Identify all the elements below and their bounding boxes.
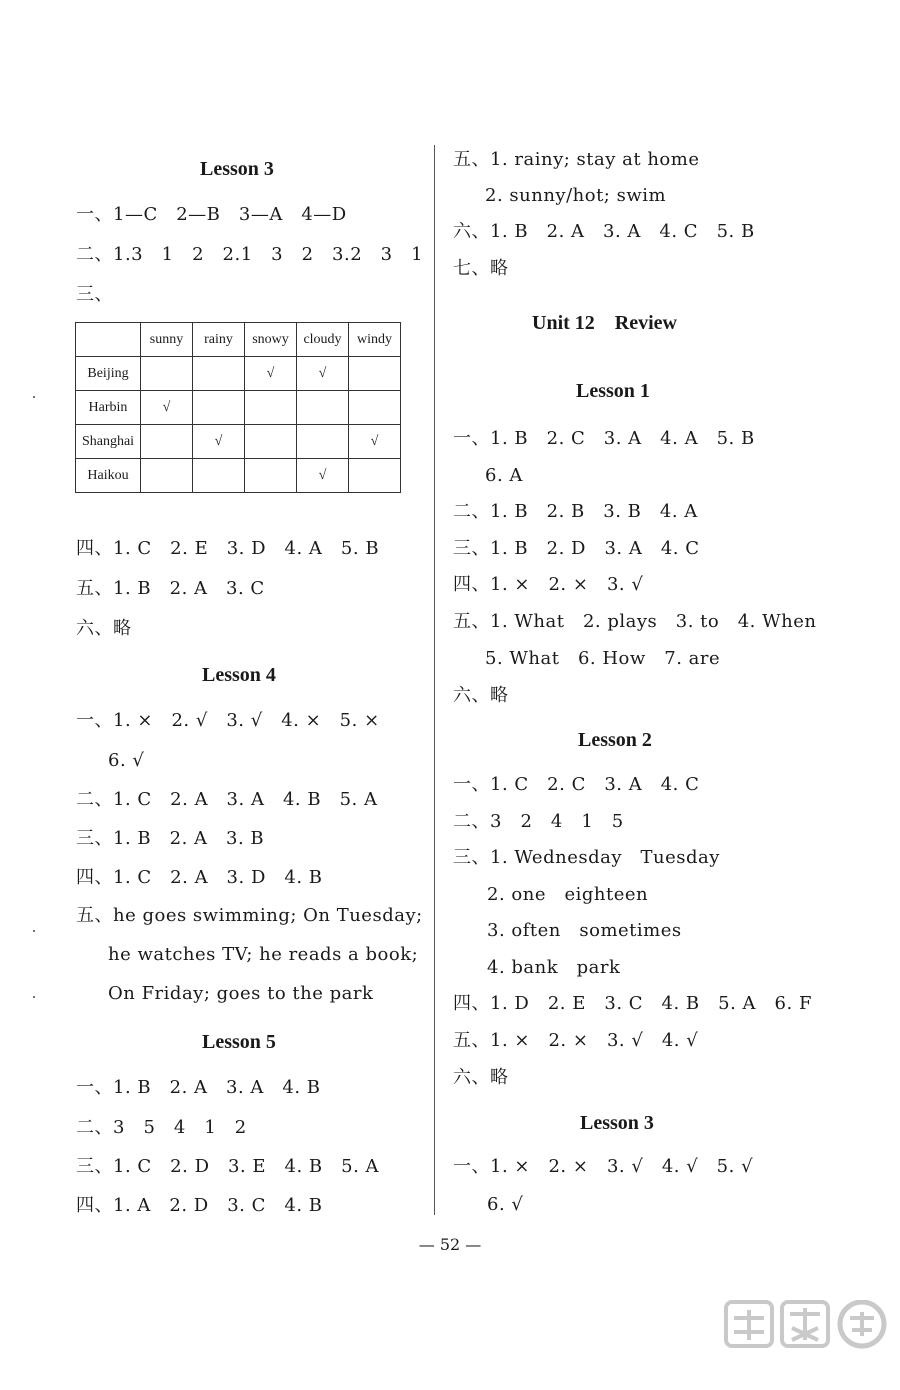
answer-line: 6. √ (487, 1194, 524, 1215)
answer-line: 三、1. Wednesday Tuesday (453, 847, 720, 868)
mark-cell: √ (297, 357, 349, 391)
table-row (76, 391, 401, 425)
table-row (76, 357, 401, 391)
answer-line: 六、略 (76, 618, 132, 639)
mark-cell: √ (245, 357, 297, 391)
answer-line: 三、1. B 2. A 3. B (76, 828, 265, 849)
lesson-1-title: Lesson 1 (576, 380, 650, 402)
mark-cell (245, 391, 297, 425)
mark-cell: √ (141, 391, 193, 425)
lesson-3-title: Lesson 3 (200, 158, 274, 180)
answer-line: On Friday; goes to the park (108, 983, 374, 1004)
city-cell: Harbin (76, 391, 141, 425)
mark-cell (349, 391, 401, 425)
answer-line: 二、1. B 2. B 3. B 4. A (453, 501, 698, 522)
table-header: windy (349, 323, 401, 357)
answer-line: 一、1. × 2. × 3. √ 4. √ 5. √ (453, 1156, 754, 1177)
answer-line: 四、1. × 2. × 3. √ (453, 574, 644, 595)
mark-cell (245, 459, 297, 493)
answer-line: 2. sunny/hot; swim (485, 185, 667, 206)
answer-line: 五、1. B 2. A 3. C (76, 578, 265, 599)
answer-line: 4. bank park (487, 957, 621, 978)
answer-line: 2. one eighteen (487, 884, 649, 905)
answer-line: 一、1. × 2. √ 3. √ 4. × 5. × (76, 710, 380, 731)
table-corner-cell (76, 323, 141, 357)
answer-line: 四、1. D 2. E 3. C 4. B 5. A 6. F (453, 993, 812, 1014)
mark-cell (297, 425, 349, 459)
answer-line: 三、1. C 2. D 3. E 4. B 5. A (76, 1156, 380, 1177)
lesson-4-title: Lesson 4 (202, 664, 276, 686)
answer-line: 6. A (485, 465, 523, 486)
answer-line: 一、1. C 2. C 3. A 4. C (453, 774, 700, 795)
answer-line: he watches TV; he reads a book; (108, 944, 419, 965)
unit-12-title: Unit 12 Review (532, 312, 677, 334)
table-header: snowy (245, 323, 297, 357)
answer-line: 二、1. C 2. A 3. A 4. B 5. A (76, 789, 378, 810)
table-row (76, 459, 401, 493)
answer-line: 五、1. rainy; stay at home (453, 149, 700, 170)
city-cell: Beijing (76, 357, 141, 391)
answer-line: 二、3 5 4 1 2 (76, 1117, 247, 1138)
mark-cell: √ (193, 425, 245, 459)
answer-line: 六、略 (453, 1067, 509, 1088)
answer-line: 五、1. What 2. plays 3. to 4. When (453, 611, 817, 632)
weather-table (75, 322, 401, 493)
mark-cell (245, 425, 297, 459)
answer-line: 一、1—C 2—B 3—A 4—D (76, 204, 347, 225)
answer-line: 三、 (76, 284, 113, 305)
answer-line: 四、1. A 2. D 3. C 4. B (76, 1195, 323, 1216)
answer-line: 五、1. × 2. × 3. √ 4. √ (453, 1030, 699, 1051)
mark-cell (141, 459, 193, 493)
city-cell: Haikou (76, 459, 141, 493)
scan-mark (33, 996, 35, 998)
answer-line: 六、1. B 2. A 3. A 4. C 5. B (453, 221, 755, 242)
mark-cell (193, 391, 245, 425)
mark-cell (193, 459, 245, 493)
mark-cell (297, 391, 349, 425)
page-number: — 52 — (418, 1235, 482, 1254)
lesson-3-title-review: Lesson 3 (580, 1112, 654, 1134)
table-header: cloudy (297, 323, 349, 357)
table-header: sunny (141, 323, 193, 357)
answer-line: 6. √ (108, 750, 145, 771)
column-divider (434, 145, 435, 1215)
answer-line: 五、he goes swimming; On Tuesday; (76, 905, 423, 926)
answer-line: 二、1.3 1 2 2.1 3 2 3.2 3 1 (76, 244, 424, 265)
answer-line: 七、略 (453, 258, 509, 279)
watermark-logo (720, 1300, 895, 1385)
answer-line: 3. often sometimes (487, 920, 682, 941)
answer-line: 5. What 6. How 7. are (485, 648, 721, 669)
lesson-2-title: Lesson 2 (578, 729, 652, 751)
scan-mark (33, 396, 35, 398)
scan-mark (33, 930, 35, 932)
answer-line: 四、1. C 2. A 3. D 4. B (76, 867, 323, 888)
city-cell: Shanghai (76, 425, 141, 459)
answer-line: 六、略 (453, 685, 509, 706)
answer-line: 二、3 2 4 1 5 (453, 811, 624, 832)
answer-line: 一、1. B 2. C 3. A 4. A 5. B (453, 428, 755, 449)
answer-line: 四、1. C 2. E 3. D 4. A 5. B (76, 538, 380, 559)
mark-cell (349, 459, 401, 493)
mark-cell (193, 357, 245, 391)
mark-cell: √ (349, 425, 401, 459)
table-header: rainy (193, 323, 245, 357)
mark-cell (141, 425, 193, 459)
mark-cell (349, 357, 401, 391)
table-header-row (76, 323, 401, 357)
mark-cell (141, 357, 193, 391)
table-row (76, 425, 401, 459)
answer-line: 三、1. B 2. D 3. A 4. C (453, 538, 700, 559)
mark-cell: √ (297, 459, 349, 493)
answer-line: 一、1. B 2. A 3. A 4. B (76, 1077, 321, 1098)
lesson-5-title: Lesson 5 (202, 1031, 276, 1053)
